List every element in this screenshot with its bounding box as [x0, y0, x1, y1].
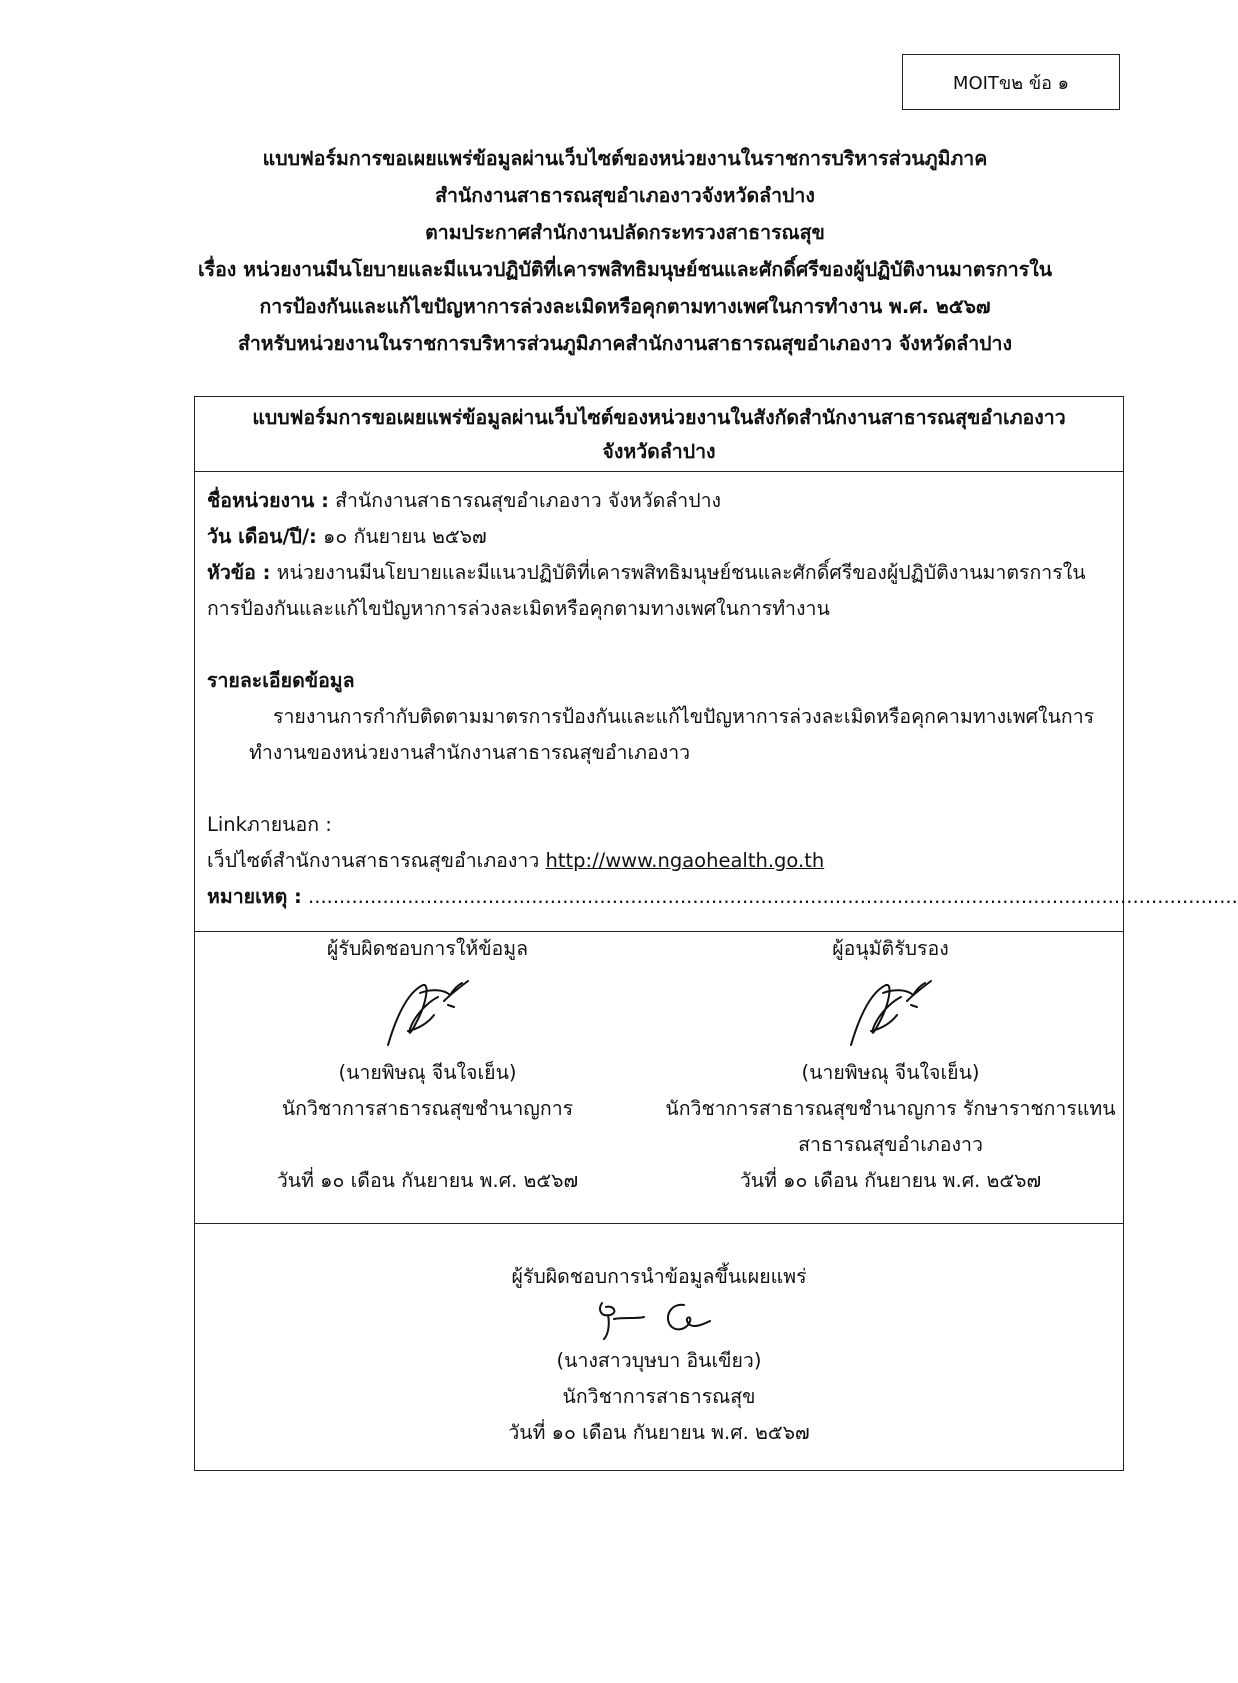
- right-signer-role: ผู้อนุมัติรับรอง: [832, 937, 949, 960]
- form-details: [207, 483, 1238, 915]
- header-line-1: แบบฟอร์มการขอเผยแพร่ข้อมูลผ่านเว็บไซต์ของหน่วยงานในราชการบริหารส่วนภูมิภาค: [262, 147, 988, 170]
- document-header: [150, 140, 1100, 362]
- date-label: วัน เดือน/ปี/:: [207, 525, 317, 548]
- link-text: เว็ปไซต์สำนักงานสาธารณสุขอำเภองาว: [207, 849, 546, 872]
- publication-form: [194, 396, 1238, 1471]
- form-title-line-1: แบบฟอร์มการขอเผยแพร่ข้อมูลผ่านเว็บไซต์ของหน่วยงานในสังกัดสำนักงานสาธารณสุขอำเภองาว: [252, 406, 1066, 429]
- topic-value-line-2: การป้องกันและแก้ไขปัญหาการล่วงละเมิดหรือคุกตามทางเพศในการทำงาน: [207, 597, 830, 620]
- date-row: [207, 519, 1113, 555]
- publisher-signature-image: [584, 1295, 734, 1343]
- header-line-3: ตามประกาศสำนักงานปลัดกระทรวงสาธารณสุข: [425, 221, 825, 244]
- left-signer-position: นักวิชาการสาธารณสุขชำนาญการ: [281, 1097, 574, 1120]
- right-signature-block: [658, 931, 1123, 1199]
- website-link[interactable]: http://www.ngaohealth.go.th: [545, 849, 825, 872]
- publisher-divider: [195, 1223, 1123, 1224]
- publisher-name: (นางสาวบุษบา อินเขียว): [556, 1349, 762, 1372]
- agency-value: สำนักงานสาธารณสุขอำเภองาว จังหวัดลำปาง: [328, 489, 722, 512]
- topic-row: [207, 555, 1113, 591]
- right-signer-name: (นายพิษณุ จีนใจเย็น): [801, 1061, 980, 1084]
- reference-code: MOITข๒ ข้อ ๑: [952, 72, 1070, 94]
- publisher-signature-block: [195, 1259, 1123, 1451]
- left-signature-image: [368, 971, 488, 1053]
- left-signer-role: ผู้รับผิดชอบการให้ข้อมูล: [326, 937, 529, 960]
- link-row: [207, 843, 1113, 879]
- left-signature-block: [195, 931, 660, 1199]
- right-signature-date: วันที่ ๑๐ เดือน กันยายน พ.ศ. ๒๕๖๗: [739, 1169, 1042, 1192]
- topic-label: หัวข้อ :: [207, 561, 271, 584]
- left-signature-date: วันที่ ๑๐ เดือน กันยายน พ.ศ. ๒๕๖๗: [276, 1169, 579, 1192]
- detail-line-2: ทำงานของหน่วยงานสำนักงานสาธารณสุขอำเภองาว: [249, 741, 691, 764]
- signature-row: [195, 931, 1123, 1221]
- detail-line-1: รายงานการกำกับติดตามมาตรการป้องกันและแก้ไขปัญหาการล่วงละเมิดหรือคุกคามทางเพศในการ: [273, 705, 1095, 728]
- link-label: Linkภายนอก :: [207, 813, 332, 836]
- right-signer-position-line-1: นักวิชาการสาธารณสุขชำนาญการ รักษาราชการแทน: [665, 1097, 1116, 1120]
- note-dots: ......................................................................................................................................................: [301, 885, 1238, 908]
- publisher-date: วันที่ ๑๐ เดือน กันยายน พ.ศ. ๒๕๖๗: [508, 1421, 810, 1444]
- agency-row: [207, 483, 1113, 519]
- header-line-6: สำหรับหน่วยงานในราชการบริหารส่วนภูมิภาคสำนักงานสาธารณสุขอำเภองาว จังหวัดลำปาง: [237, 332, 1013, 355]
- right-signature-image: [831, 971, 951, 1053]
- note-label: หมายเหตุ :: [207, 885, 302, 908]
- header-line-5: การป้องกันและแก้ไขปัญหาการล่วงละเมิดหรือคุกตามทางเพศในการทำงาน พ.ศ. ๒๕๖๗: [259, 295, 991, 318]
- form-divider: [195, 471, 1123, 472]
- note-row: [207, 879, 1238, 915]
- detail-label: รายละเอียดข้อมูล: [207, 669, 355, 692]
- publisher-role: ผู้รับผิดชอบการนำข้อมูลขึ้นเผยแพร่: [511, 1265, 807, 1288]
- left-signer-name: (นายพิษณุ จีนใจเย็น): [338, 1061, 517, 1084]
- agency-label: ชื่อหน่วยงาน :: [207, 489, 329, 512]
- reference-code-box: [902, 54, 1120, 110]
- header-line-4: เรื่อง หน่วยงานมีนโยบายและมีแนวปฏิบัติที่เคารพสิทธิมนุษย์ชนและศักดิ์ศรีของผู้ปฏิบัติงานมาตรการใน: [197, 258, 1053, 281]
- date-value: ๑๐ กันยายน ๒๕๖๗: [316, 525, 487, 548]
- form-title: [195, 397, 1123, 471]
- publisher-position: นักวิชาการสาธารณสุข: [562, 1385, 756, 1408]
- form-title-line-2: จังหวัดลำปาง: [602, 440, 716, 463]
- right-signer-position-line-2: สาธารณสุขอำเภองาว: [798, 1133, 983, 1156]
- header-line-2: สำนักงานสาธารณสุขอำเภองาวจังหวัดลำปาง: [435, 184, 815, 207]
- topic-value-line-1: หน่วยงานมีนโยบายและมีแนวปฏิบัติที่เคารพสิทธิมนุษย์ชนและศักดิ์ศรีของผู้ปฏิบัติงานมาตรการใน: [270, 561, 1086, 584]
